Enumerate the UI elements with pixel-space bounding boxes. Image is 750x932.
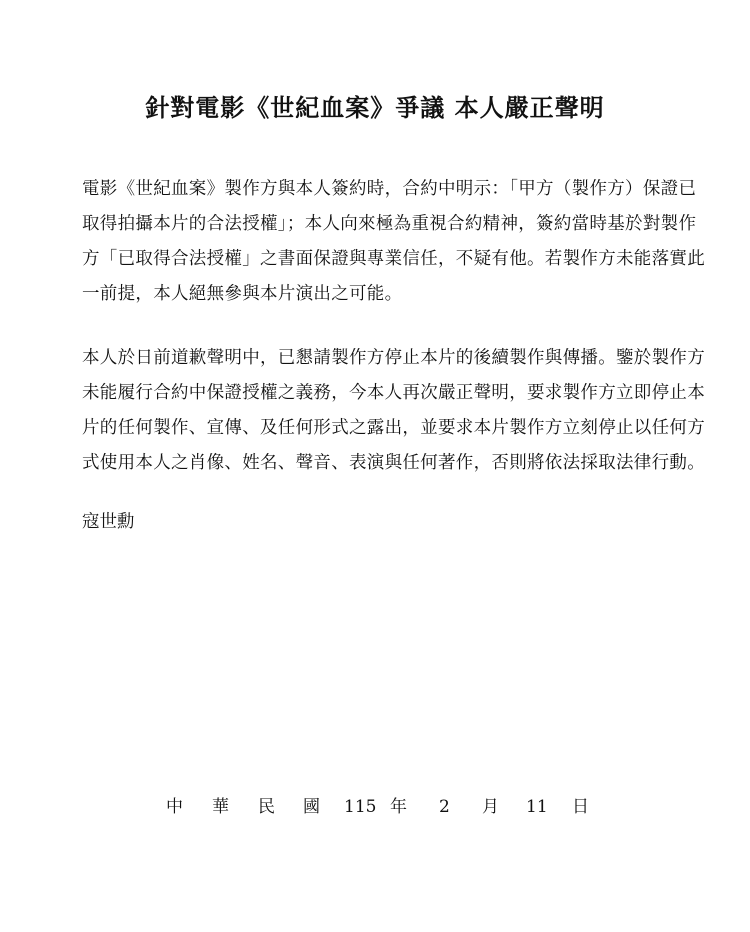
paragraph-line: 本人於日前道歉聲明中，已懇請製作方停止本片的後續製作與傳播。鑒於製作方 [82,348,705,368]
paragraph-line: 片的任何製作、宣傳、及任何形式之露出，並要求本片製作方立刻停止以任何方 [82,418,705,438]
signature: 寇世勳 [82,512,135,532]
statement-title: 針對電影《世紀血案》爭議 本人嚴正聲明 [145,93,605,122]
paragraph-line: 式使用本人之肖像、姓名、聲音、表演與任何著作，否則將依法採取法律行動。 [82,453,705,473]
date-part-zhong: 中 [166,797,183,817]
paragraph-line: 取得拍攝本片的合法授權」；本人向來極為重視合約精神，簽約當時基於對製作 [82,214,697,234]
date-part-nian: 年 [390,797,407,817]
paragraph-legal-demand [82,341,705,481]
paragraph-contract-clause [82,172,705,312]
paragraph-line: 電影《世紀血案》製作方與本人簽約時，合約中明示：「甲方（製作方）保證已 [82,179,697,199]
date-month: 2 [439,797,450,817]
date-part-min: 民 [258,797,275,817]
date-part-ri: 日 [572,797,589,817]
date-part-yue: 月 [482,797,499,817]
date-part-hua: 華 [212,797,229,817]
paragraph-line: 一前提，本人絕無參與本片演出之可能。 [82,284,403,304]
date-year: 115 [344,797,377,817]
paragraph-line: 方「已取得合法授權」之書面保證與專業信任，不疑有他。若製作方未能落實此 [82,249,705,269]
date-line [160,792,600,822]
date-part-guo: 國 [303,797,320,817]
paragraph-line: 未能履行合約中保證授權之義務，今本人再次嚴正聲明，要求製作方立即停止本 [82,383,705,403]
date-day: 11 [526,797,548,817]
